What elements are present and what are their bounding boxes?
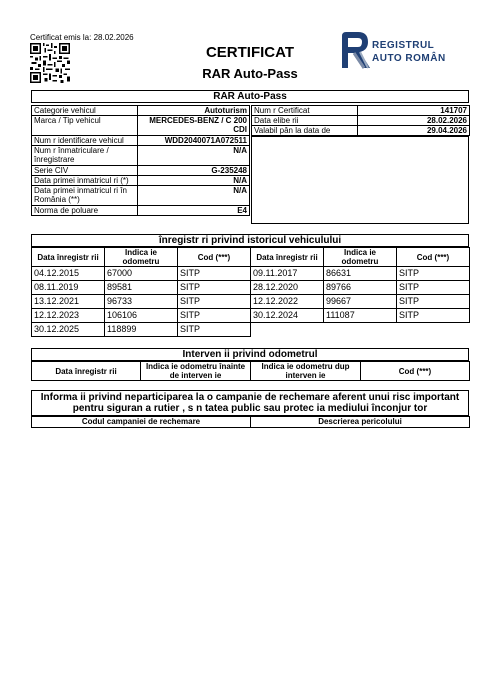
- history-cell: SITP: [178, 323, 251, 337]
- recall-header-row: [32, 417, 470, 428]
- history-cell: 04.12.2015: [32, 267, 105, 281]
- history-cell: 89581: [105, 281, 178, 295]
- issued-date: Certificat emis la: 28.02.2026: [30, 33, 134, 42]
- certificate-info-box: [251, 136, 469, 224]
- history-header-odometer: Indica ie odometru: [324, 248, 397, 267]
- vehicle-value: G-235248: [138, 166, 250, 176]
- history-cell-empty: [324, 323, 397, 337]
- vehicle-row: [32, 166, 250, 176]
- cert-row: [252, 116, 470, 126]
- vehicle-value: Autoturism: [138, 106, 250, 116]
- odometer-section-title: Interven ii privind odometrul: [31, 348, 469, 361]
- vehicle-section-title: RAR Auto-Pass: [31, 90, 469, 103]
- qr-code: [30, 43, 70, 83]
- cert-value: 29.04.2026: [358, 126, 470, 136]
- history-section-title: înregistr ri privind istoricul vehiculului: [31, 234, 469, 247]
- cert-label: Num r Certificat: [252, 106, 358, 116]
- vehicle-row: [32, 206, 250, 216]
- certificate-title: CERTIFICAT: [205, 44, 295, 61]
- history-header-odometer: Indica ie odometru: [105, 248, 178, 267]
- odometer-header-before: Indica ie odometru înainte de interven ie: [141, 362, 251, 381]
- history-cell: 96733: [105, 295, 178, 309]
- odometer-header-after: Indica ie odometru dup interven ie: [251, 362, 361, 381]
- odometer-table: [31, 361, 470, 381]
- history-cell: SITP: [178, 281, 251, 295]
- vehicle-label: Num r înmatriculare / înregistrare: [32, 146, 138, 166]
- history-cell: 28.12.2020: [251, 281, 324, 295]
- vehicle-row: [32, 186, 250, 206]
- cert-row: [252, 126, 470, 136]
- vehicle-info-table: [31, 105, 250, 216]
- odometer-header-code: Cod (***): [361, 362, 470, 381]
- history-header-row: [32, 248, 470, 267]
- history-cell: 12.12.2023: [32, 309, 105, 323]
- history-row: [32, 267, 470, 281]
- cert-row: [252, 106, 470, 116]
- recall-table: [31, 416, 470, 428]
- history-row: [32, 281, 470, 295]
- history-cell: 67000: [105, 267, 178, 281]
- history-row: [32, 295, 470, 309]
- history-cell: SITP: [397, 295, 470, 309]
- certificate-info-table: [251, 105, 470, 136]
- logo-line-2: AUTO ROMÂN: [372, 53, 446, 64]
- history-cell: 118899: [105, 323, 178, 337]
- history-cell: SITP: [178, 267, 251, 281]
- vehicle-label: Data primei inmatricul ri (*): [32, 176, 138, 186]
- history-header-code: Cod (***): [397, 248, 470, 267]
- vehicle-row: [32, 116, 250, 136]
- vehicle-value: N/A: [138, 146, 250, 166]
- vehicle-value: N/A: [138, 186, 250, 206]
- certificate-subtitle: RAR Auto-Pass: [202, 66, 298, 81]
- history-cell: SITP: [397, 267, 470, 281]
- history-row: [32, 323, 470, 337]
- history-cell: 106106: [105, 309, 178, 323]
- vehicle-label: Num r identificare vehicul: [32, 136, 138, 146]
- history-cell: SITP: [397, 309, 470, 323]
- history-cell: 13.12.2021: [32, 295, 105, 309]
- vehicle-label: Data primei inmatricul ri în România (**): [32, 186, 138, 206]
- vehicle-row: [32, 146, 250, 166]
- cert-value: 28.02.2026: [358, 116, 470, 126]
- vehicle-label: Serie CIV: [32, 166, 138, 176]
- cert-label: Data elibe rii: [252, 116, 358, 126]
- vehicle-label: Norma de poluare: [32, 206, 138, 216]
- history-cell: 89766: [324, 281, 397, 295]
- vehicle-row: [32, 176, 250, 186]
- history-cell: SITP: [397, 281, 470, 295]
- history-table: [31, 247, 470, 337]
- history-cell: 09.11.2017: [251, 267, 324, 281]
- history-cell: 12.12.2022: [251, 295, 324, 309]
- odometer-header-date: Data înregistr rii: [32, 362, 141, 381]
- history-cell: SITP: [178, 309, 251, 323]
- history-cell: 08.11.2019: [32, 281, 105, 295]
- vehicle-label: Marca / Tip vehicul: [32, 116, 138, 136]
- vehicle-value: WDD2040071A072511: [138, 136, 250, 146]
- history-cell-empty: [397, 323, 470, 337]
- vehicle-label: Categorie vehicul: [32, 106, 138, 116]
- cert-label: Valabil pân la data de: [252, 126, 358, 136]
- vehicle-value: E4: [138, 206, 250, 216]
- history-header-code: Cod (***): [178, 248, 251, 267]
- history-cell: 111087: [324, 309, 397, 323]
- history-cell: 30.12.2025: [32, 323, 105, 337]
- vehicle-value: MERCEDES-BENZ / C 200 CDI: [138, 116, 250, 136]
- recall-section-title: Informa ii privind neparticiparea la o campanie de rechemare aferent unui risc important pentru siguran a rutier , s n tatea public sau protec ia mediului înconjur tor: [31, 390, 469, 416]
- history-cell: 30.12.2024: [251, 309, 324, 323]
- odometer-header-row: [32, 362, 470, 381]
- recall-header-description: Descrierea pericolului: [251, 417, 470, 428]
- history-cell: SITP: [178, 295, 251, 309]
- history-cell-empty: [251, 323, 324, 337]
- history-header-date: Data înregistr rii: [32, 248, 105, 267]
- history-header-date: Data înregistr rii: [251, 248, 324, 267]
- vehicle-row: [32, 106, 250, 116]
- history-cell: 86631: [324, 267, 397, 281]
- vehicle-value: N/A: [138, 176, 250, 186]
- vehicle-row: [32, 136, 250, 146]
- history-row: [32, 309, 470, 323]
- history-cell: 99667: [324, 295, 397, 309]
- logo-line-1: REGISTRUL: [372, 40, 435, 51]
- cert-value: 141707: [358, 106, 470, 116]
- recall-header-code: Codul campaniei de rechemare: [32, 417, 251, 428]
